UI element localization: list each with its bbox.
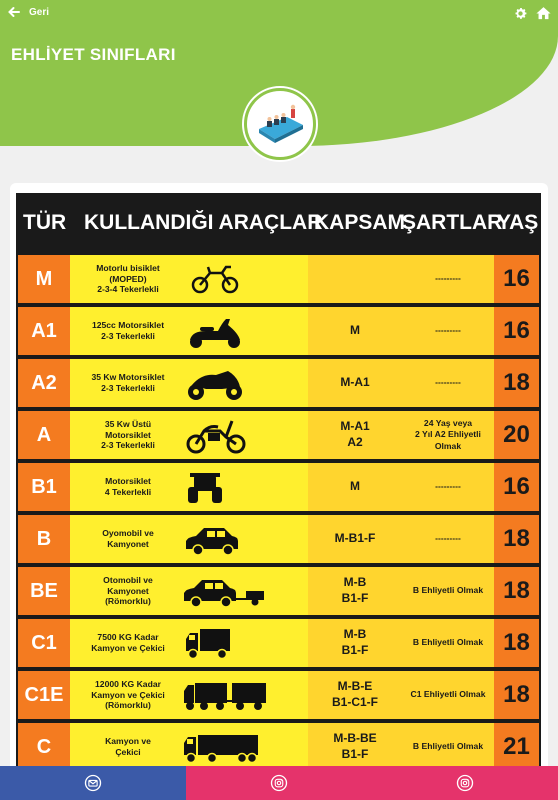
arrow-left-icon	[7, 5, 21, 19]
age-cell: 20	[494, 411, 539, 459]
mail-button[interactable]	[0, 766, 186, 800]
table-row	[16, 307, 541, 355]
moped-icon	[182, 259, 302, 299]
vehicle-description: 12000 KG Kadar Kamyon ve Çekici (Römorklu)	[91, 678, 165, 711]
vehicle-cell	[70, 567, 308, 615]
license-classes-table	[16, 193, 541, 768]
truck-trailer-icon	[182, 675, 302, 715]
license-class: C	[18, 723, 70, 768]
scope-cell: M-B-E B1-C1-F	[308, 671, 402, 719]
vehicle-cell	[70, 515, 308, 563]
table-row	[16, 671, 541, 719]
vehicle-cell	[70, 671, 308, 719]
car-trailer-icon	[182, 571, 302, 611]
footer-bar	[0, 766, 558, 800]
requirement-cell: C1 Ehliyetli Olmak	[402, 671, 494, 719]
vehicle-cell	[70, 463, 308, 511]
scope-cell	[308, 255, 402, 303]
top-bar	[0, 0, 558, 28]
age-cell: 18	[494, 567, 539, 615]
license-class: A2	[18, 359, 70, 407]
header-sartlar: ŞARTLAR	[402, 211, 503, 234]
mail-icon	[84, 774, 102, 792]
table-row	[16, 619, 541, 667]
back-button[interactable]	[7, 5, 49, 19]
truck-icon	[182, 727, 302, 767]
vehicle-description: 35 Kw Motorsiklet 2-3 Tekerlekli	[91, 372, 165, 393]
license-class: A	[18, 411, 70, 459]
license-class: B	[18, 515, 70, 563]
table-row	[16, 567, 541, 615]
small-truck-icon	[182, 623, 302, 663]
scope-cell: M-B B1-F	[308, 567, 402, 615]
instagram-icon	[456, 774, 474, 792]
scope-cell: M-B-BE B1-F	[308, 723, 402, 768]
chopper-motorcycle-icon	[182, 415, 302, 455]
scope-cell: M-A1	[308, 359, 402, 407]
requirement-cell: ---------	[402, 515, 494, 563]
age-cell: 16	[494, 463, 539, 511]
vehicle-description: Motorlu bisiklet (MOPED) 2-3-4 Tekerlekli	[96, 262, 160, 295]
license-class: M	[18, 255, 70, 303]
requirement-cell: B Ehliyetli Olmak	[402, 723, 494, 768]
instagram-icon	[270, 774, 288, 792]
license-class: B1	[18, 463, 70, 511]
requirement-cell: ---------	[402, 359, 494, 407]
license-class: C1E	[18, 671, 70, 719]
license-class: A1	[18, 307, 70, 355]
license-class: C1	[18, 619, 70, 667]
table-row	[16, 515, 541, 563]
age-cell: 18	[494, 619, 539, 667]
age-cell: 18	[494, 359, 539, 407]
back-label: Geri	[29, 6, 50, 18]
scope-cell: M	[308, 463, 402, 511]
age-cell: 18	[494, 671, 539, 719]
instagram-button-2[interactable]	[372, 766, 558, 800]
requirement-cell: B Ehliyetli Olmak	[402, 619, 494, 667]
car-icon	[182, 519, 302, 559]
scope-cell: M-B1-F	[308, 515, 402, 563]
instagram-button[interactable]	[186, 766, 372, 800]
gear-icon[interactable]	[513, 6, 528, 21]
vehicle-description: 35 Kw Üstü Motorsiklet 2-3 Tekerlekli	[101, 418, 155, 451]
table-row	[16, 463, 541, 511]
scope-cell: M	[308, 307, 402, 355]
vehicle-cell	[70, 307, 308, 355]
scope-cell: M-B B1-F	[308, 619, 402, 667]
scope-cell: M-A1 A2	[308, 411, 402, 459]
header-kapsam: KAPSAM	[314, 211, 406, 234]
header-yas: YAŞ	[497, 211, 539, 234]
table-row	[16, 255, 541, 303]
scooter-icon	[182, 311, 302, 351]
age-cell: 18	[494, 515, 539, 563]
header-araclar: KULLANDIĞI ARAÇLAR	[84, 211, 323, 234]
age-cell: 21	[494, 723, 539, 768]
requirement-cell: B Ehliyetli Olmak	[402, 567, 494, 615]
age-cell: 16	[494, 255, 539, 303]
vehicle-cell	[70, 411, 308, 459]
table-row	[16, 359, 541, 407]
vehicle-description: Oyomobil ve Kamyonet	[102, 528, 154, 549]
vehicle-description: Otomobil ve Kamyonet (Römorklu)	[103, 574, 153, 607]
sport-motorcycle-icon	[182, 363, 302, 403]
table-row	[16, 411, 541, 459]
vehicle-cell	[70, 255, 308, 303]
vehicle-cell	[70, 723, 308, 768]
page-title: EHLİYET SINIFLARI	[11, 45, 176, 64]
home-icon[interactable]	[535, 5, 552, 22]
requirement-cell: ---------	[402, 463, 494, 511]
license-class: BE	[18, 567, 70, 615]
vehicle-cell	[70, 619, 308, 667]
table-row	[16, 723, 541, 768]
vehicle-cell	[70, 359, 308, 407]
vehicle-description: Kamyon ve Çekici	[105, 736, 151, 757]
table-header	[16, 193, 541, 253]
vehicle-description: 125cc Motorsiklet 2-3 Tekerlekli	[91, 320, 165, 341]
vehicle-description: Motorsiklet 4 Tekerlekli	[104, 476, 152, 497]
requirement-cell: ---------	[402, 307, 494, 355]
vehicle-description: 7500 KG Kadar Kamyon ve Çekici	[91, 632, 165, 653]
requirement-cell: 24 Yaş veya 2 Yıl A2 Ehliyetli Olmak	[402, 411, 494, 459]
header-tur: TÜR	[23, 211, 67, 234]
age-cell: 16	[494, 307, 539, 355]
classroom-illustration-icon	[244, 88, 316, 160]
atv-icon	[182, 467, 302, 507]
requirement-cell: ---------	[402, 255, 494, 303]
